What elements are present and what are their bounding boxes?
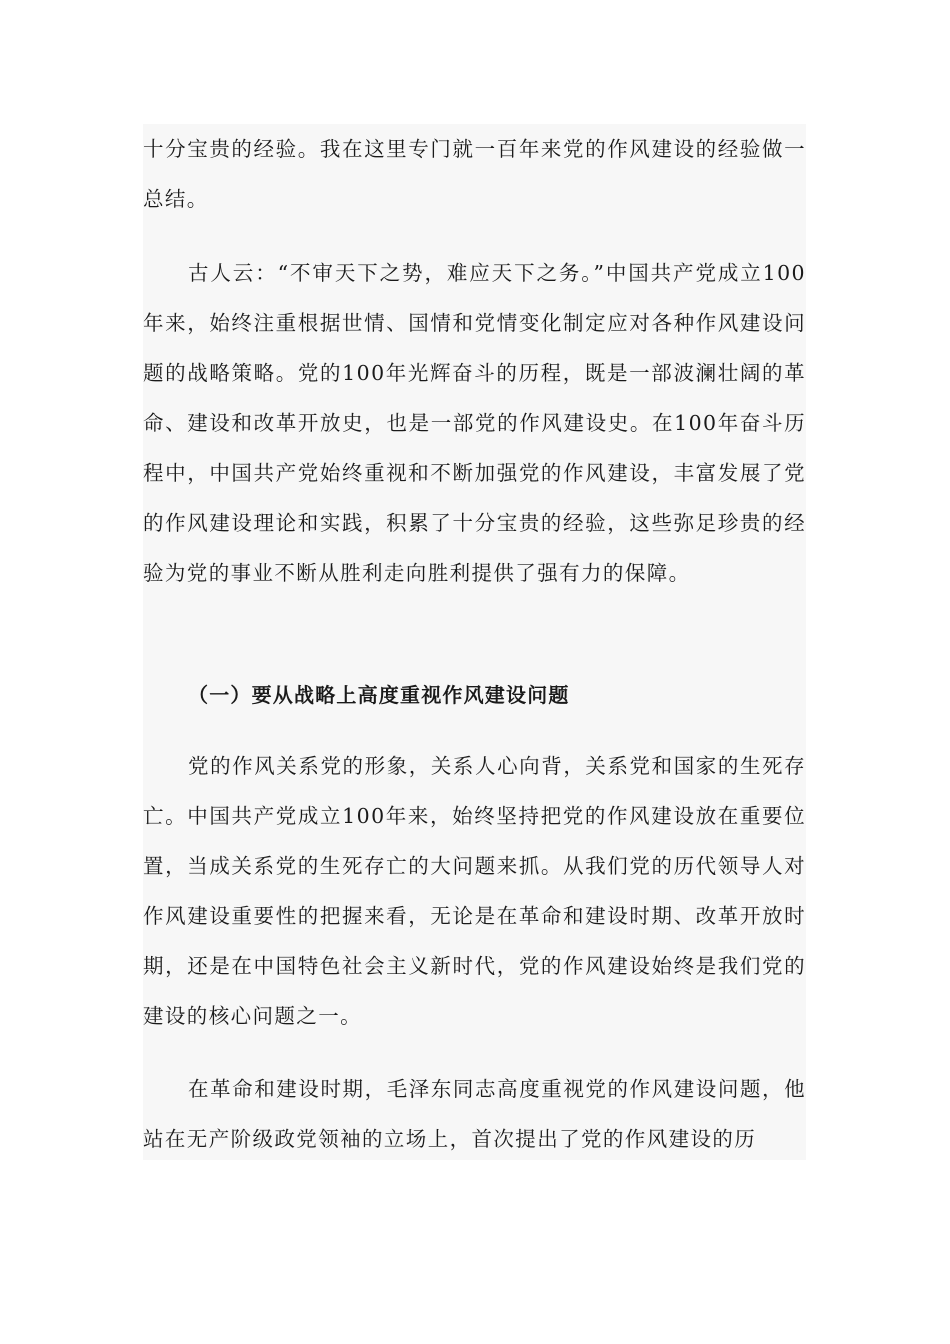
document-body	[143, 124, 806, 1160]
paragraph-section-body: 党的作风关系党的形象，关系人心向背，关系党和国家的生死存亡。中国共产党成立100年来，始终坚持把党的作风建设放在重要位置，当成关系党的生死存亡的大问题来抓。从我们党的历代领导人对作风建设重要性的把握来看，无论是在革命和建设时期、改革开放时期，还是在中国特色社会主义新时代，党的作风建设始终是我们党的建设的核心问题之一。	[143, 754, 806, 1028]
paragraph-mao-era: 在革命和建设时期，毛泽东同志高度重视党的作风建设问题，他站在无产阶级政党领袖的立场上，首次提出了党的作风建设的历	[143, 1077, 806, 1151]
section-heading: （一）要从战略上高度重视作风建设问题	[188, 683, 570, 707]
paragraph-continued: 十分宝贵的经验。我在这里专门就一百年来党的作风建设的经验做一总结。	[143, 137, 806, 211]
paragraph-intro: 古人云：“不审天下之势，难应天下之务。”中国共产党成立100年来，始终注重根据世情、国情和党情变化制定应对各种作风建设问题的战略策略。党的100年光辉奋斗的历程，既是一部波澜壮阔的革命、建设和改革开放史，也是一部党的作风建设史。在100年奋斗历程中，中国共产党始终重视和不断加强党的作风建设，丰富发展了党的作风建设理论和实践，积累了十分宝贵的经验，这些弥足珍贵的经验为党的事业不断从胜利走向胜利提供了强有力的保障。	[143, 261, 806, 585]
